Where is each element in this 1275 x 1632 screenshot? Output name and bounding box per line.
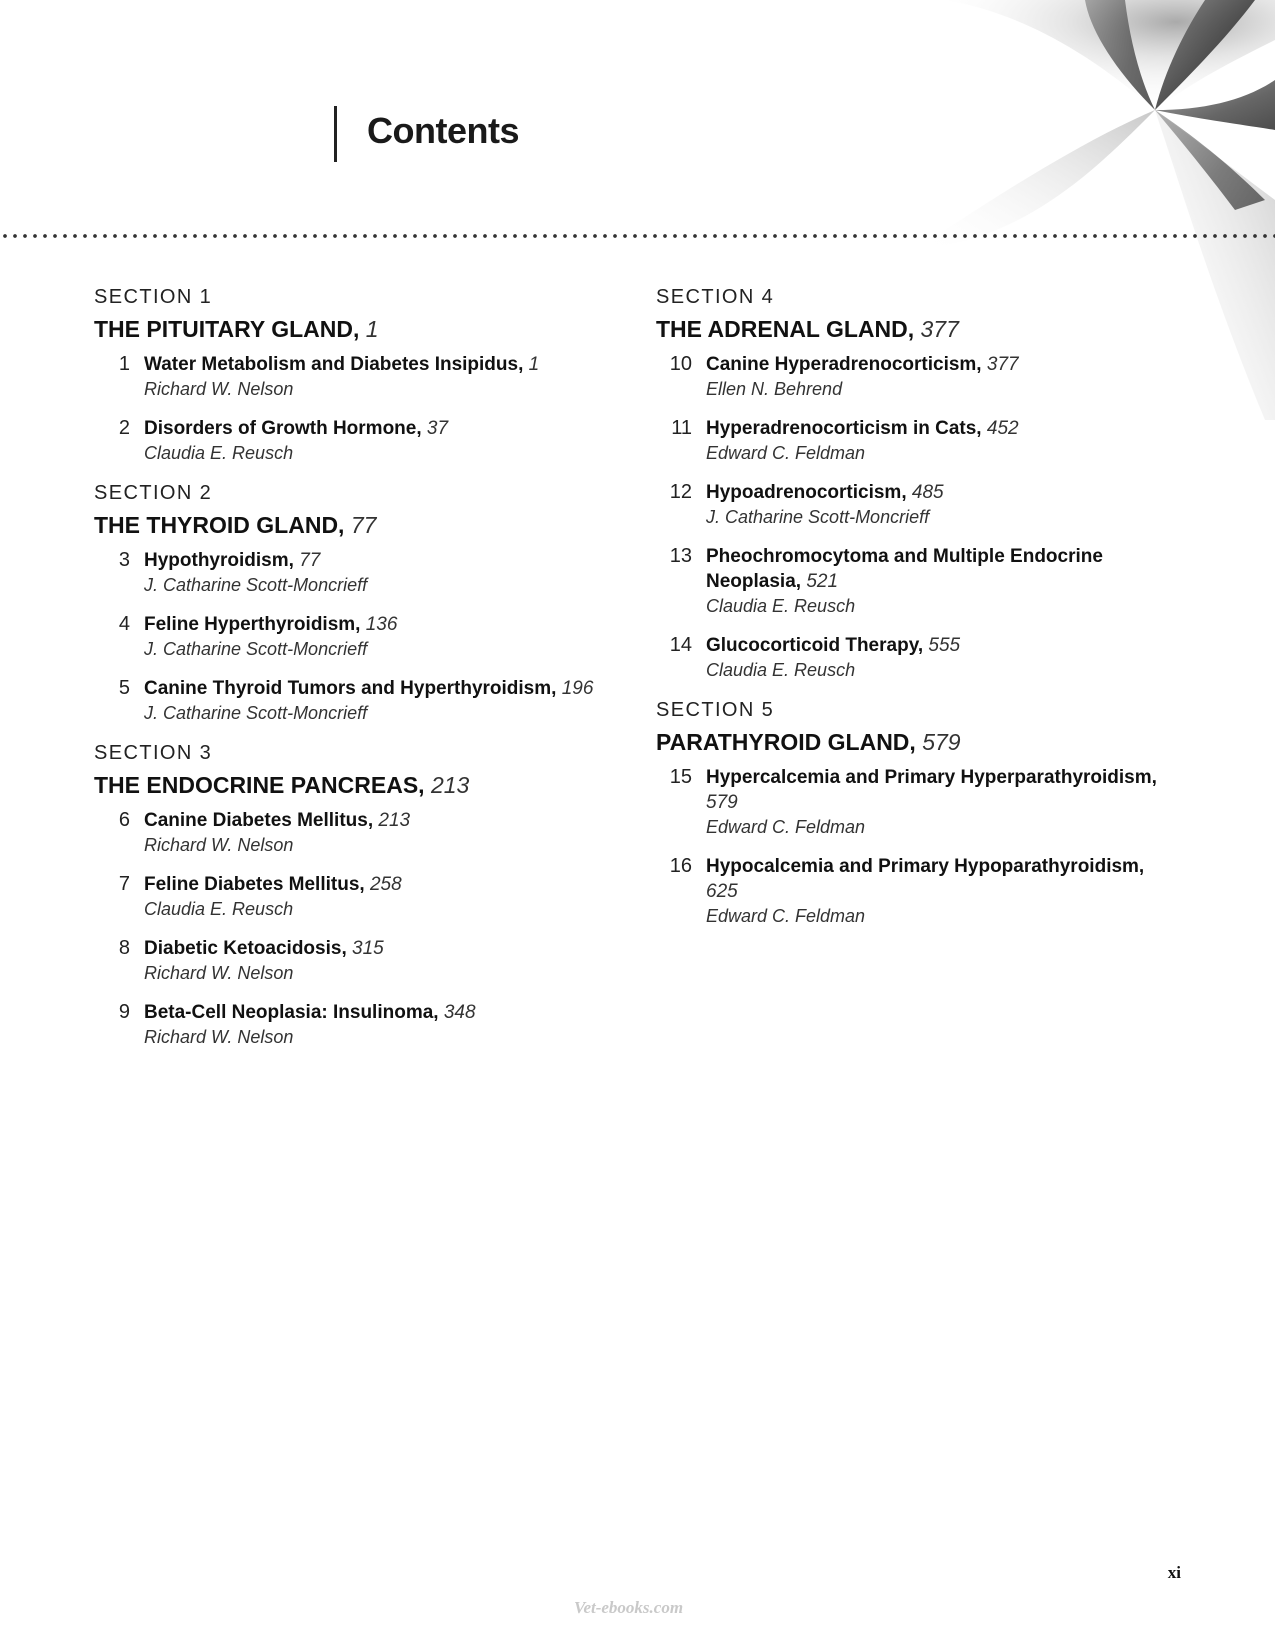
chapter-author: Edward C. Feldman xyxy=(706,906,866,926)
section-title-text: THE ENDOCRINE PANCREAS, xyxy=(94,772,425,798)
chapter-number: 6 xyxy=(118,809,130,831)
chapter-body xyxy=(144,416,614,466)
chapter-title xyxy=(144,872,614,897)
chapter-author: Edward C. Feldman xyxy=(706,443,866,463)
chapter-title-text: Canine Diabetes Mellitus, xyxy=(144,810,374,831)
chapter-body xyxy=(706,544,1176,619)
chapter-body xyxy=(706,416,1176,466)
section-page-ref: 579 xyxy=(922,729,961,755)
section-title-text: THE THYROID GLAND, xyxy=(94,512,345,538)
toc-right-column xyxy=(656,284,1176,943)
chapter-author: J. Catharine Scott-Moncrieff xyxy=(706,507,930,527)
chapter-number: 10 xyxy=(669,353,692,375)
toc-section xyxy=(94,284,614,466)
chapter-page-ref: 258 xyxy=(369,874,402,895)
dotted-divider xyxy=(0,233,1275,239)
chapter-page-ref: 315 xyxy=(352,938,384,959)
chapter-body xyxy=(144,936,614,986)
chapter-entry[interactable] xyxy=(94,352,614,402)
chapter-author: Claudia E. Reusch xyxy=(706,596,856,616)
chapter-title xyxy=(144,352,614,377)
chapter-body xyxy=(144,808,614,858)
chapter-author: Claudia E. Reusch xyxy=(144,899,294,919)
chapter-entry[interactable] xyxy=(94,612,614,662)
chapter-title xyxy=(706,480,1176,505)
chapter-title xyxy=(706,854,1176,904)
chapter-entry[interactable] xyxy=(94,1000,614,1050)
chapter-entry[interactable] xyxy=(656,765,1176,840)
section-title-text: THE ADRENAL GLAND, xyxy=(656,316,915,342)
section-page-ref: 213 xyxy=(430,772,470,798)
section-title-text: PARATHYROID GLAND, xyxy=(656,729,916,755)
section-label: SECTION 1 xyxy=(94,286,213,308)
chapter-title-text: Diabetic Ketoacidosis, xyxy=(144,938,347,959)
chapter-title xyxy=(144,416,614,441)
chapter-title xyxy=(144,808,614,833)
chapter-title xyxy=(144,612,614,637)
chapter-title xyxy=(706,416,1176,441)
chapter-author: Claudia E. Reusch xyxy=(706,660,856,680)
chapter-title xyxy=(706,633,1176,658)
chapter-author: Richard W. Nelson xyxy=(144,835,294,855)
chapter-entry[interactable] xyxy=(94,808,614,858)
chapter-number: 4 xyxy=(118,613,130,635)
toc-section xyxy=(94,480,614,726)
chapter-number: 2 xyxy=(118,417,130,439)
chapter-entry[interactable] xyxy=(656,633,1176,683)
chapter-page-ref: 213 xyxy=(378,810,411,831)
chapter-title-text: Hypercalcemia and Primary Hyperparathyroidism, xyxy=(706,767,1157,788)
watermark-logo: Vet-ebooks.com xyxy=(574,1598,684,1617)
chapter-author: Edward C. Feldman xyxy=(706,817,866,837)
chapter-title-text: Feline Diabetes Mellitus, xyxy=(144,874,365,895)
chapter-number: 7 xyxy=(118,873,130,895)
chapter-page-ref: 136 xyxy=(365,614,398,635)
chapter-body xyxy=(144,872,614,922)
section-label: SECTION 5 xyxy=(656,699,775,721)
chapter-entry[interactable] xyxy=(656,854,1176,929)
chapter-author: J. Catharine Scott-Moncrieff xyxy=(144,575,368,595)
chapter-number: 3 xyxy=(118,549,130,571)
chapter-entry[interactable] xyxy=(656,352,1176,402)
chapter-entry[interactable] xyxy=(94,936,614,986)
chapter-title-text: Hypothyroidism, xyxy=(144,550,294,571)
chapter-title xyxy=(706,352,1176,377)
chapter-title xyxy=(706,544,1176,594)
chapter-body xyxy=(706,480,1176,530)
chapter-entry[interactable] xyxy=(94,416,614,466)
chapter-title-text: Pheochromocytoma and Multiple Endocrine Neoplasia, xyxy=(706,546,1103,592)
chapter-page-ref: 555 xyxy=(928,635,961,656)
chapter-title-text: Beta-Cell Neoplasia: Insulinoma, xyxy=(144,1002,439,1023)
title-accent-bar xyxy=(334,106,337,162)
section-title[interactable] xyxy=(94,510,614,540)
section-title-text: THE PITUITARY GLAND, xyxy=(94,316,360,342)
chapter-title-text: Glucocorticoid Therapy, xyxy=(706,635,924,656)
chapter-title-text: Water Metabolism and Diabetes Insipidus, xyxy=(144,354,524,375)
chapter-title xyxy=(144,1000,614,1025)
chapter-title-text: Canine Thyroid Tumors and Hyperthyroidism, xyxy=(144,678,557,699)
chapter-body xyxy=(144,676,614,726)
chapter-author: Ellen N. Behrend xyxy=(706,379,843,399)
chapter-author: Claudia E. Reusch xyxy=(144,443,294,463)
chapter-title-text: Feline Hyperthyroidism, xyxy=(144,614,361,635)
chapter-entry[interactable] xyxy=(94,872,614,922)
chapter-page-ref: 579 xyxy=(706,792,738,813)
chapter-number: 12 xyxy=(669,481,692,503)
toc-section xyxy=(94,740,614,1050)
chapter-page-ref: 1 xyxy=(528,354,540,375)
chapter-page-ref: 77 xyxy=(299,550,321,571)
chapter-body xyxy=(144,352,614,402)
chapter-author: Richard W. Nelson xyxy=(144,379,294,399)
chapter-body xyxy=(706,854,1176,929)
chapter-body xyxy=(144,1000,614,1050)
page-title: Contents xyxy=(367,110,519,151)
chapter-number: 16 xyxy=(669,855,692,877)
chapter-page-ref: 485 xyxy=(911,482,944,503)
section-title[interactable] xyxy=(94,314,614,344)
chapter-author: J. Catharine Scott-Moncrieff xyxy=(144,639,368,659)
chapter-author: J. Catharine Scott-Moncrieff xyxy=(144,703,368,723)
section-label: SECTION 3 xyxy=(94,742,213,764)
section-label: SECTION 4 xyxy=(656,286,775,308)
chapter-title-text: Hypoadrenocorticism, xyxy=(706,482,907,503)
chapter-page-ref: 452 xyxy=(986,418,1019,439)
chapter-number: 9 xyxy=(118,1001,130,1023)
section-page-ref: 377 xyxy=(920,316,959,342)
chapter-page-ref: 377 xyxy=(986,354,1019,375)
chapter-author: Richard W. Nelson xyxy=(144,963,294,983)
section-page-ref: 77 xyxy=(350,512,377,538)
chapter-entry[interactable] xyxy=(656,544,1176,619)
chapter-number: 5 xyxy=(118,677,130,699)
chapter-page-ref: 625 xyxy=(706,881,738,902)
chapter-body xyxy=(706,633,1176,683)
page-number: xi xyxy=(1167,1563,1181,1582)
chapter-author: Richard W. Nelson xyxy=(144,1027,294,1047)
chapter-body xyxy=(144,548,614,598)
chapter-number: 8 xyxy=(118,937,130,959)
chapter-title xyxy=(144,676,614,701)
chapter-body xyxy=(706,352,1176,402)
chapter-number: 15 xyxy=(669,766,692,788)
chapter-body xyxy=(144,612,614,662)
chapter-title xyxy=(706,765,1176,815)
chapter-number: 1 xyxy=(118,353,130,375)
chapter-title xyxy=(144,936,614,961)
chapter-entry[interactable] xyxy=(656,480,1176,530)
chapter-entry[interactable] xyxy=(94,676,614,726)
section-page-ref: 1 xyxy=(365,316,379,342)
chapter-page-ref: 521 xyxy=(806,571,839,592)
section-title[interactable] xyxy=(94,770,614,800)
chapter-number: 14 xyxy=(669,634,692,656)
chapter-number: 11 xyxy=(671,417,692,439)
chapter-page-ref: 196 xyxy=(561,678,594,699)
chapter-page-ref: 37 xyxy=(426,418,449,439)
chapter-entry[interactable] xyxy=(94,548,614,598)
toc-section xyxy=(656,284,1176,683)
chapter-title-text: Disorders of Growth Hormone, xyxy=(144,418,422,439)
chapter-title-text: Canine Hyperadrenocorticism, xyxy=(706,354,982,375)
chapter-entry[interactable] xyxy=(656,416,1176,466)
chapter-title-text: Hyperadrenocorticism in Cats, xyxy=(706,418,982,439)
toc-section xyxy=(656,697,1176,929)
chapter-page-ref: 348 xyxy=(443,1002,476,1023)
section-title[interactable] xyxy=(656,727,1176,757)
section-label: SECTION 2 xyxy=(94,482,213,504)
chapter-title-text: Hypocalcemia and Primary Hypoparathyroidism, xyxy=(706,856,1145,877)
chapter-number: 13 xyxy=(669,545,692,567)
section-title[interactable] xyxy=(656,314,1176,344)
chapter-body xyxy=(706,765,1176,840)
chapter-title xyxy=(144,548,614,573)
toc-left-column xyxy=(94,284,614,1064)
